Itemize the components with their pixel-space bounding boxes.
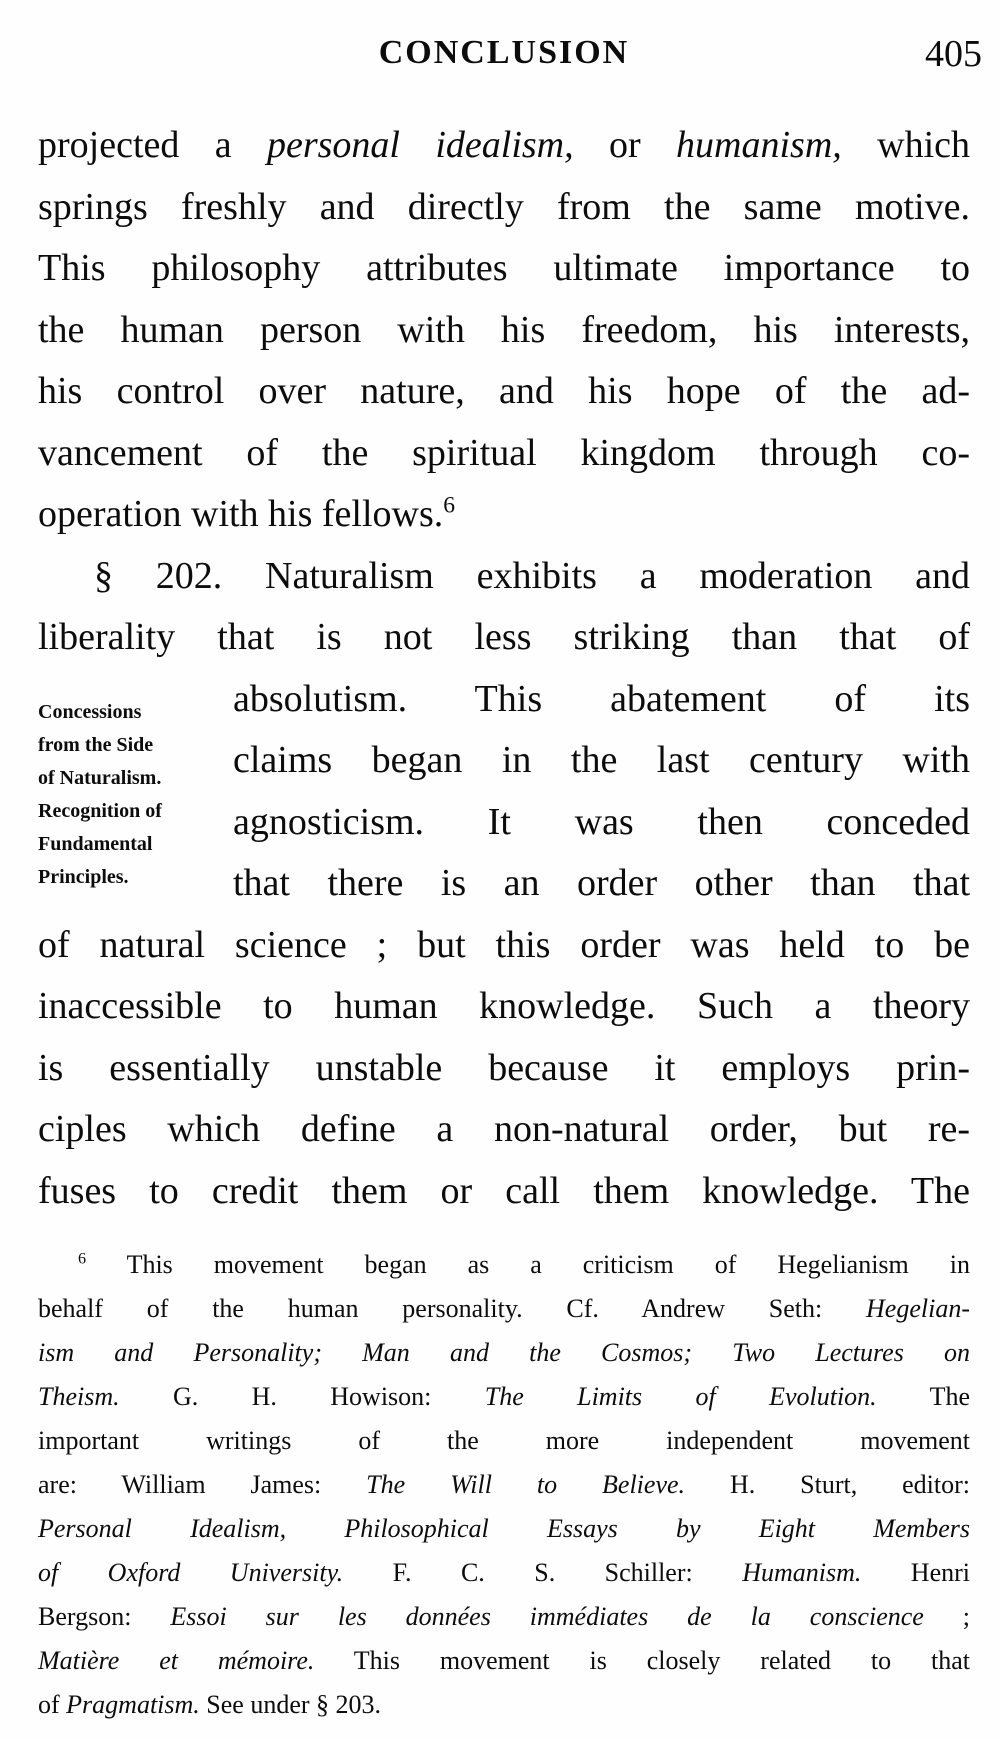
footnote — [38, 1243, 970, 1727]
text-line: Bergson: Essoi sur les données immédiates de la conscience ; — [38, 1602, 970, 1631]
paragraph-1 — [38, 115, 970, 546]
body-text — [38, 115, 970, 1222]
running-title: CONCLUSION — [378, 34, 630, 71]
text-line: of natural science ; but this order was held to be — [38, 923, 970, 966]
text-line: liberality that is not less striking than that of — [38, 616, 970, 658]
text-line: Matière et mémoire. This movement is closely related to that — [38, 1646, 970, 1675]
text-line: inaccessible to human knowledge. Such a theory — [38, 985, 970, 1027]
text-line: claims began in the last century with — [233, 739, 970, 781]
text-line: are: William James: The Will to Believe. H. Sturt, editor: — [38, 1470, 970, 1499]
text-line: § 202. Naturalism exhibits a moderation and — [94, 554, 970, 597]
text-line: absolutism. This abatement of its — [233, 677, 970, 720]
margin-note-line: Recognition of — [38, 800, 162, 822]
text-line: behalf of the human personality. Cf. Andrew Seth: Hegelian- — [38, 1294, 970, 1323]
text-line: vancement of the spiritual kingdom through co- — [38, 431, 970, 474]
text-line: $^6$ This movement began as a criticism of Hegelianism in — [78, 1250, 970, 1279]
text-line: ism and Personality; Man and the Cosmos; Two Lectures on — [38, 1338, 970, 1367]
margin-note-line: Fundamental — [38, 833, 153, 855]
text-line: Personal Idealism, Philosophical Essays by Eight Members — [38, 1514, 970, 1543]
margin-note-line: of Naturalism. — [38, 767, 162, 789]
margin-note — [38, 696, 224, 894]
margin-note-line: Principles. — [38, 866, 129, 888]
page-header — [38, 33, 982, 84]
text-line: of Pragmatism. See under § 203. — [38, 1690, 382, 1719]
text-line: that there is an order other than that — [233, 862, 970, 904]
text-line: important writings of the more independent movement — [38, 1426, 970, 1455]
text-line: springs freshly and directly from the same motive. — [38, 185, 970, 228]
text-line: agnosticism. It was then conceded — [233, 800, 970, 843]
margin-note-line: Concessions — [38, 701, 142, 723]
text-line: operation with his fellows.$^6$ — [38, 492, 456, 535]
text-line: This philosophy attributes ultimate importance to — [38, 247, 970, 289]
text-line: projected a personal idealism, or humanism, which — [38, 124, 971, 166]
text-line: ciples which define a non-natural order, but re- — [38, 1108, 970, 1150]
text-line: of Oxford University. F. C. S. Schiller: Humanism. Henri — [38, 1558, 971, 1587]
text-line: Theism. G. H. Howison: The Limits of Evolution. The — [38, 1382, 971, 1411]
margin-note-line: from the Side — [38, 734, 154, 756]
text-line: the human person with his freedom, his interests, — [38, 308, 970, 351]
text-line: fuses to credit them or call them knowledge. The — [38, 1169, 970, 1212]
text-line: is essentially unstable because it employs prin- — [38, 1046, 970, 1089]
text-line: his control over nature, and his hope of the ad- — [38, 370, 970, 412]
page-number: 405 — [925, 33, 982, 75]
